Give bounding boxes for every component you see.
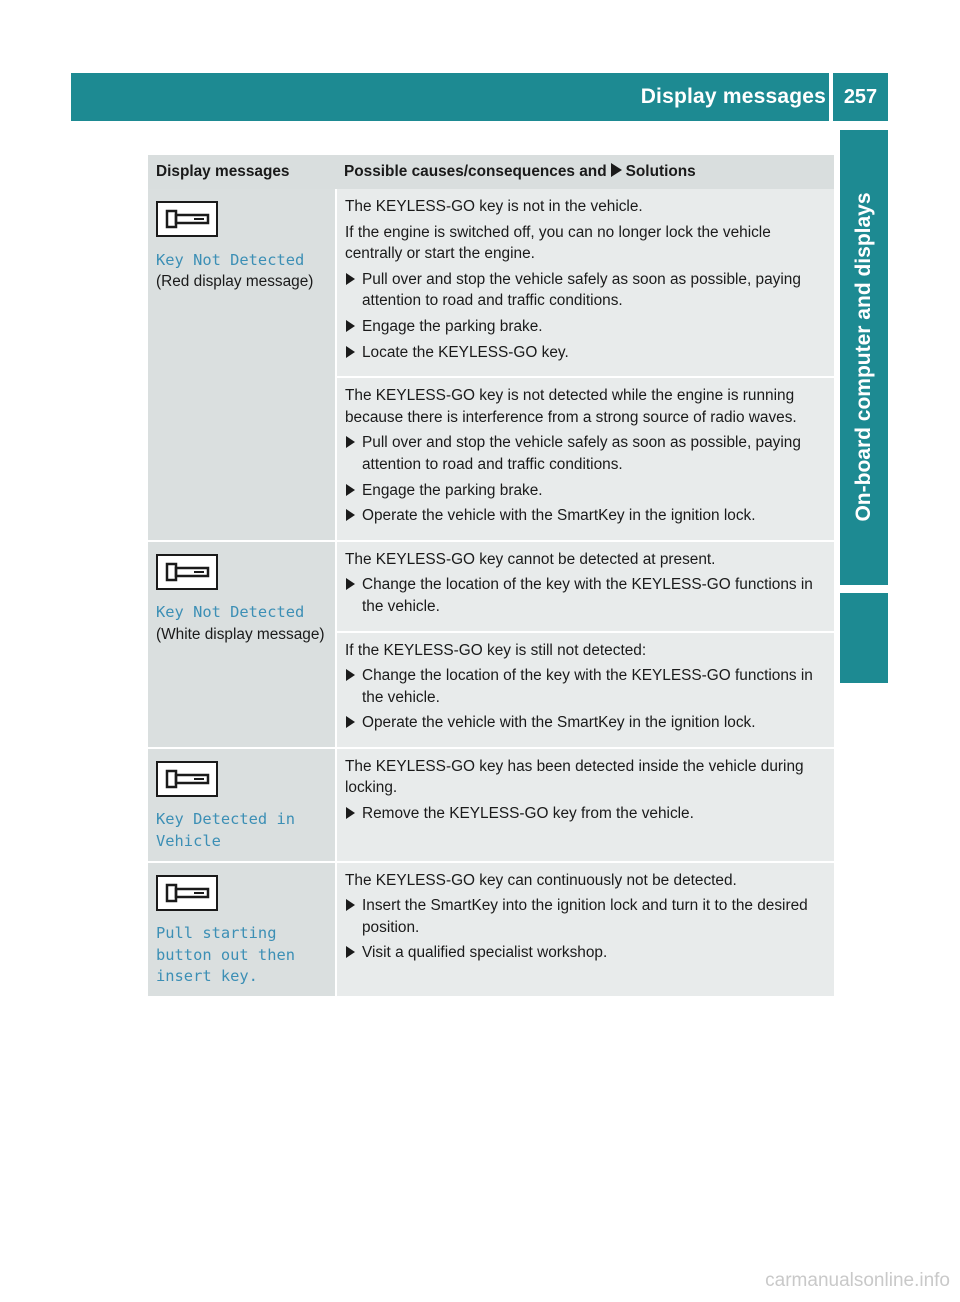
keyless-go-key-icon	[156, 201, 327, 244]
solution-step-text: Engage the parking brake.	[362, 317, 543, 335]
column-header-solutions	[336, 155, 834, 189]
action-arrow-icon	[346, 436, 355, 448]
solution-step	[345, 712, 828, 734]
solution-step-text: Locate the KEYLESS-GO key.	[362, 343, 569, 361]
solution-cell	[336, 189, 834, 377]
display-message-text: Key Not Detected	[156, 250, 305, 269]
solution-step	[345, 432, 828, 475]
solution-step-text: Change the location of the key with the KEYLESS-GO functions in the vehicle.	[362, 576, 813, 615]
cause-text: The KEYLESS-GO key cannot be detected at present.	[345, 550, 716, 568]
watermark: carmanualsonline.info	[765, 1270, 950, 1291]
display-messages-table	[148, 155, 834, 998]
solution-cell	[336, 748, 834, 862]
solution-step	[345, 942, 828, 964]
action-arrow-icon	[346, 273, 355, 285]
action-arrow-icon	[346, 946, 355, 958]
solution-step-text: Pull over and stop the vehicle safely as soon as possible, paying attention to road and traffic conditions.	[362, 270, 801, 310]
solution-step	[345, 316, 828, 338]
cause-text: If the engine is switched off, you can no longer lock the vehicle centrally or start the engine.	[345, 223, 771, 263]
action-arrow-icon	[346, 346, 355, 358]
solution-cell	[336, 862, 834, 997]
solution-step	[345, 803, 828, 825]
solution-step	[345, 480, 828, 502]
table-header-row	[148, 155, 834, 189]
action-arrow-icon	[346, 578, 355, 590]
action-arrow-icon	[611, 163, 622, 177]
action-arrow-icon	[346, 669, 355, 681]
chapter-label: On-board computer and displays	[852, 192, 875, 522]
keyless-go-key-icon	[156, 875, 327, 918]
solution-step-text: Pull over and stop the vehicle safely as soon as possible, paying attention to road and traffic conditions.	[362, 434, 801, 473]
cause-text: The KEYLESS-GO key can continuously not be detected.	[345, 871, 737, 889]
action-arrow-icon	[346, 509, 355, 521]
solution-cell	[336, 632, 834, 748]
solution-cell	[336, 541, 834, 632]
message-cell	[148, 541, 336, 748]
solution-step-text: Operate the vehicle with the SmartKey in the ignition lock.	[362, 714, 756, 732]
table-row	[148, 541, 834, 632]
solution-step-text: Operate the vehicle with the SmartKey in the ignition lock.	[362, 507, 756, 525]
display-message-text: Key Not Detected	[156, 603, 305, 622]
message-note: (Red display message)	[156, 273, 314, 291]
solution-step	[345, 269, 828, 312]
table-body	[148, 189, 834, 997]
keyless-go-key-icon	[156, 554, 327, 597]
solution-step-text: Insert the SmartKey into the ignition lock and turn it to the desired position.	[362, 897, 808, 936]
solution-step	[345, 665, 828, 708]
cause-text: If the KEYLESS-GO key is still not detected:	[345, 641, 647, 659]
solution-cell	[336, 377, 834, 541]
action-arrow-icon	[346, 484, 355, 496]
cause-text: The KEYLESS-GO key is not detected while the engine is running because there is interference from a strong source of radio waves.	[345, 387, 797, 426]
table-row	[148, 189, 834, 377]
page-title: Display messages	[640, 85, 826, 108]
action-arrow-icon	[346, 807, 355, 819]
solution-step	[345, 505, 828, 527]
solution-step-text: Visit a qualified specialist workshop.	[362, 944, 608, 962]
table-row	[148, 862, 834, 997]
solution-step-text: Remove the KEYLESS-GO key from the vehicle.	[362, 805, 694, 823]
column-header-solutions-text: Solutions	[625, 163, 696, 181]
solution-step	[345, 574, 828, 617]
display-message-text: Key Detected in Vehicle	[156, 810, 295, 851]
column-header-causes-text: Possible causes/consequences and	[344, 163, 607, 181]
table-row	[148, 748, 834, 862]
message-cell	[148, 748, 336, 862]
message-cell	[148, 189, 336, 541]
solution-step-text: Change the location of the key with the KEYLESS-GO functions in the vehicle.	[362, 667, 813, 706]
message-note: (White display message)	[156, 625, 325, 643]
solution-step-text: Engage the parking brake.	[362, 481, 543, 499]
cause-text: The KEYLESS-GO key is not in the vehicle.	[345, 198, 643, 215]
side-block	[840, 593, 888, 683]
display-message-text: Pull starting button out then insert key.	[156, 924, 295, 986]
action-arrow-icon	[346, 320, 355, 332]
message-cell	[148, 862, 336, 997]
action-arrow-icon	[346, 716, 355, 728]
action-arrow-icon	[346, 899, 355, 911]
solution-step	[345, 895, 828, 938]
page-number: 257	[843, 85, 878, 108]
keyless-go-key-icon	[156, 761, 327, 804]
column-header-messages: Display messages	[148, 155, 336, 189]
solution-step	[345, 342, 828, 364]
cause-text: The KEYLESS-GO key has been detected inside the vehicle during locking.	[345, 757, 804, 797]
